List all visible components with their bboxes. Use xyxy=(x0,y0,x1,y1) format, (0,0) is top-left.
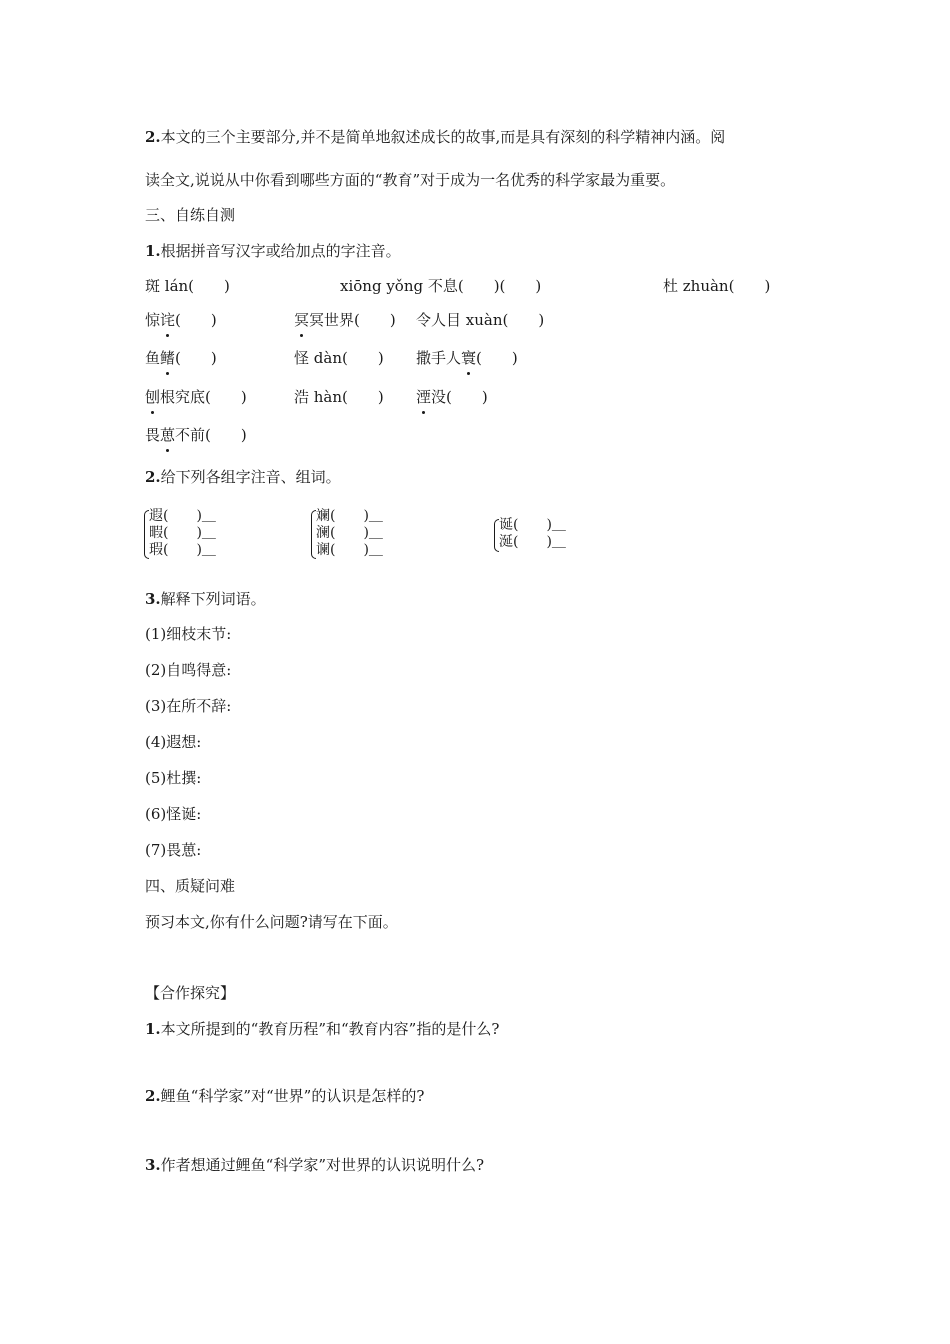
char-group-row: 暇( )＿ xyxy=(149,525,216,541)
coop-question: 1.本文所提到的“教育历程”和“教育内容”指的是什么? xyxy=(145,1020,500,1038)
pinyin-item: 杜 zhuàn( ) xyxy=(663,277,771,295)
char-group-row: 谰( )＿ xyxy=(316,542,383,558)
exercise-2-title: 2.给下列各组字注音、组词。 xyxy=(145,468,341,486)
question-2-line-1: 2.本文的三个主要部分,并不是简单地叙述成长的故事,而是具有深刻的科学精神内涵。阅 xyxy=(145,128,726,146)
pinyin-item: 斑 lán( ) xyxy=(145,277,230,295)
pinyin-item: 鱼鳍( ) xyxy=(145,349,217,367)
coop-heading: 【合作探究】 xyxy=(145,984,236,1002)
char-group-row: 诞( )＿ xyxy=(499,517,566,533)
pinyin-item: 浩 hàn( ) xyxy=(294,388,384,406)
pinyin-item: 撒手人寰( ) xyxy=(416,349,518,367)
section-3-heading: 三、自练自测 xyxy=(145,206,236,224)
pinyin-item: 令人目 xuàn( ) xyxy=(416,311,545,329)
term-item: (7)畏葸: xyxy=(145,841,202,859)
dotted-char: 诧 xyxy=(160,311,176,329)
coop-question: 2.鲤鱼“科学家”对“世界”的认识是怎样的? xyxy=(145,1087,425,1105)
char-group-row: 澜( )＿ xyxy=(316,525,383,541)
pinyin-item: xiōng yǒng 不息( )( ) xyxy=(340,277,542,295)
question-2-line-2: 读全文,说说从中你看到哪些方面的“教育”对于成为一名优秀的科学家最为重要。 xyxy=(145,171,676,189)
coop-question: 3.作者想通过鲤鱼“科学家”对世界的认识说明什么? xyxy=(145,1156,485,1174)
dotted-char: 葸 xyxy=(160,426,176,444)
pinyin-item: 惊诧( ) xyxy=(145,311,217,329)
brace xyxy=(494,519,499,552)
char-group-2 xyxy=(311,508,383,559)
pinyin-item: 冥冥世界( ) xyxy=(294,311,396,329)
section-4-text: 预习本文,你有什么问题?请写在下面。 xyxy=(145,913,398,931)
char-group-row: 瑕( )＿ xyxy=(149,542,216,558)
term-item: (2)自鸣得意: xyxy=(145,661,232,679)
term-item: (5)杜撰: xyxy=(145,769,202,787)
term-item: (4)遐想: xyxy=(145,733,202,751)
pinyin-item: 怪 dàn( ) xyxy=(294,349,384,367)
dotted-char: 湮 xyxy=(416,388,432,406)
dotted-char: 冥 xyxy=(294,311,310,329)
pinyin-item: 畏葸不前( ) xyxy=(145,426,247,444)
brace xyxy=(311,510,316,559)
dotted-char: 刨 xyxy=(145,388,161,406)
pinyin-item: 刨根究底( ) xyxy=(145,388,247,406)
char-group-3 xyxy=(494,517,566,551)
char-group-row: 斓( )＿ xyxy=(316,508,383,524)
dotted-char: 寰 xyxy=(461,349,477,367)
term-item: (1)细枝末节: xyxy=(145,625,232,643)
pinyin-item: 湮没( ) xyxy=(416,388,488,406)
section-4-heading: 四、质疑问难 xyxy=(145,877,236,895)
char-group-row: 遐( )＿ xyxy=(149,508,216,524)
exercise-1-title: 1.根据拼音写汉字或给加点的字注音。 xyxy=(145,242,401,260)
brace xyxy=(144,510,149,559)
dotted-char: 鳍 xyxy=(160,349,176,367)
term-item: (6)怪诞: xyxy=(145,805,202,823)
exercise-3-title: 3.解释下列词语。 xyxy=(145,590,266,608)
term-item: (3)在所不辞: xyxy=(145,697,232,715)
char-group-row: 涎( )＿ xyxy=(499,534,566,550)
char-group-1 xyxy=(144,508,216,559)
